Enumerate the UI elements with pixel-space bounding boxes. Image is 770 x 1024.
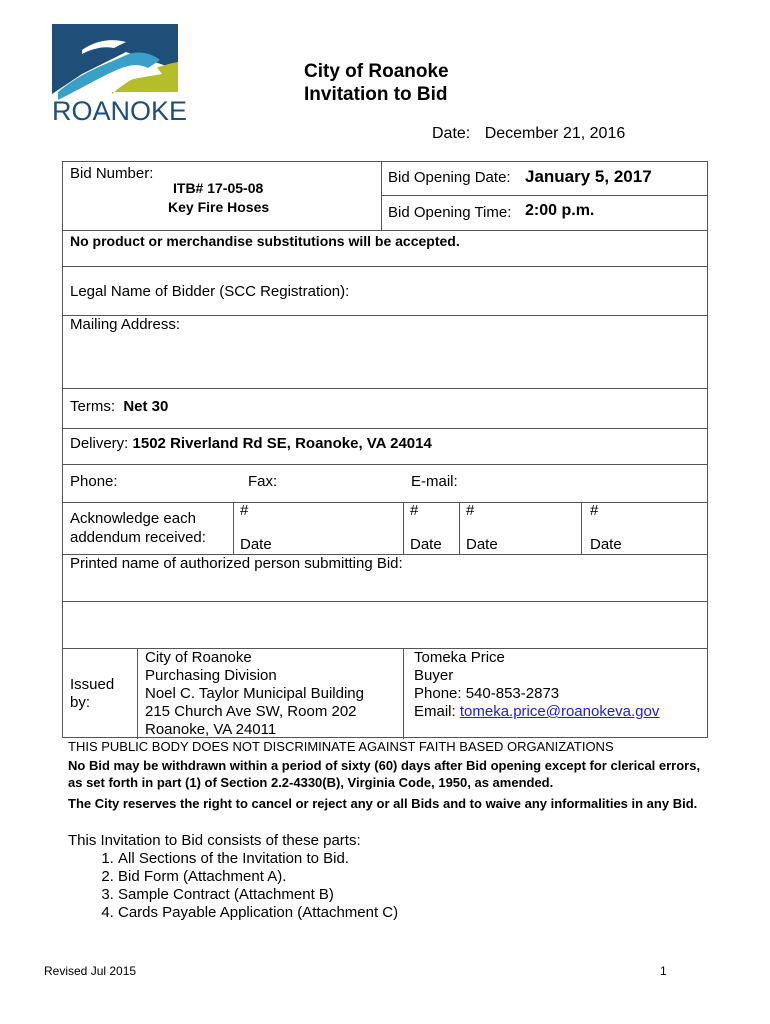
divider bbox=[381, 162, 382, 230]
issuer-line: Noel C. Taylor Municipal Building bbox=[145, 685, 364, 702]
date-value: December 21, 2016 bbox=[484, 125, 626, 142]
page-number: 1 bbox=[660, 964, 667, 978]
delivery-field bbox=[70, 435, 432, 452]
itb-title: Key Fire Hoses bbox=[168, 199, 270, 215]
list-item: 1. All Sections of the Invitation to Bid. bbox=[118, 850, 668, 868]
ack-line-2: addendum received: bbox=[70, 529, 206, 546]
list-item: 3. Sample Contract (Attachment B) bbox=[118, 886, 668, 904]
opening-time-label: Bid Opening Time: bbox=[388, 204, 512, 221]
buyer-phone: Phone: 540-853-2873 bbox=[414, 685, 560, 702]
divider bbox=[403, 648, 404, 739]
divider bbox=[63, 230, 707, 231]
divider bbox=[63, 464, 707, 465]
reserve-notice: The City reserves the right to cancel or reject any or all Bids and to waive any informalities in any Bid. bbox=[68, 796, 698, 811]
addendum-hash-2: # bbox=[410, 502, 419, 519]
divider bbox=[63, 388, 707, 389]
addendum-hash-4: # bbox=[590, 502, 599, 519]
ack-line-1: Acknowledge each bbox=[70, 510, 196, 527]
divider bbox=[137, 648, 138, 739]
logo-text: ROANOKE bbox=[52, 96, 188, 124]
issued-by-label bbox=[70, 676, 114, 712]
addendum-date-3: Date bbox=[466, 536, 498, 553]
buyer-email-link[interactable]: tomeka.price@roanokeva.gov bbox=[459, 703, 660, 720]
addendum-date-4: Date bbox=[590, 536, 622, 553]
parts-section bbox=[68, 832, 668, 922]
divider bbox=[63, 502, 707, 503]
issuer-line: Purchasing Division bbox=[145, 667, 277, 684]
terms-field bbox=[70, 398, 168, 415]
addendum-hash-3: # bbox=[466, 502, 475, 519]
title-line-1: City of Roanoke bbox=[304, 61, 449, 82]
issued-line-1: Issued bbox=[70, 676, 115, 693]
buyer-contact bbox=[414, 649, 659, 721]
divider bbox=[381, 195, 707, 196]
bid-number-label: Bid Number: bbox=[70, 165, 154, 182]
terms-value: Net 30 bbox=[123, 398, 169, 415]
divider bbox=[459, 502, 460, 554]
divider bbox=[63, 428, 707, 429]
addendum-hash-1: # bbox=[240, 502, 249, 519]
divider bbox=[403, 502, 404, 554]
opening-date-label: Bid Opening Date: bbox=[388, 169, 511, 186]
revised-date: Revised Jul 2015 bbox=[44, 964, 137, 978]
printed-name-label: Printed name of authorized person submitting Bid: bbox=[70, 555, 403, 572]
buyer-email-line bbox=[414, 703, 659, 721]
terms-label: Terms: bbox=[70, 398, 115, 415]
mailing-address-label: Mailing Address: bbox=[70, 316, 181, 333]
issuer-line: City of Roanoke bbox=[145, 649, 252, 666]
substitution-notice: No product or merchandise substitutions will be accepted. bbox=[70, 233, 460, 249]
phone-label: Phone: bbox=[70, 473, 118, 490]
withdraw-notice: No Bid may be withdrawn within a period of sixty (60) days after Bid opening except for clerical errors, as set forth in part (1) of Section 2.2-4330(B), Virginia Code, 1950, as amended. bbox=[68, 758, 701, 790]
buyer-email-label: Email: bbox=[414, 703, 456, 720]
issuer-line: 215 Church Ave SW, Room 202 bbox=[145, 703, 357, 720]
bid-form bbox=[62, 161, 708, 738]
title-line-2: Invitation to Bid bbox=[304, 84, 448, 105]
document-date bbox=[432, 125, 625, 143]
divider bbox=[581, 502, 582, 554]
roanoke-logo bbox=[52, 22, 194, 124]
list-item: 4. Cards Payable Application (Attachment C) bbox=[118, 904, 668, 922]
addendum-date-2: Date bbox=[410, 536, 442, 553]
opening-time-value: 2:00 p.m. bbox=[525, 202, 595, 219]
opening-date-value: January 5, 2017 bbox=[525, 167, 652, 186]
divider bbox=[63, 266, 707, 267]
divider bbox=[233, 502, 234, 554]
issuer-address bbox=[145, 649, 364, 739]
parts-intro: This Invitation to Bid consists of these parts: bbox=[68, 832, 361, 849]
list-item: 2. Bid Form (Attachment A). bbox=[118, 868, 668, 886]
addendum-date-1: Date bbox=[240, 536, 272, 553]
delivery-label: Delivery: bbox=[70, 435, 129, 452]
fax-label: Fax: bbox=[248, 473, 278, 490]
discrimination-notice: THIS PUBLIC BODY DOES NOT DISCRIMINATE AGAINST FAITH BASED ORGANIZATIONS bbox=[68, 739, 614, 754]
itb-number: ITB# 17-05-08 bbox=[173, 180, 264, 196]
legal-name-label: Legal Name of Bidder (SCC Registration): bbox=[70, 283, 350, 300]
buyer-name: Tomeka Price bbox=[414, 649, 505, 666]
delivery-value: 1502 Riverland Rd SE, Roanoke, VA 24014 bbox=[132, 435, 432, 452]
date-label: Date: bbox=[432, 125, 471, 142]
buyer-title: Buyer bbox=[414, 667, 454, 684]
email-label: E-mail: bbox=[411, 473, 458, 490]
issuer-line: Roanoke, VA 24011 bbox=[145, 721, 277, 738]
issued-line-2: by: bbox=[70, 694, 91, 711]
parts-list bbox=[68, 850, 668, 922]
divider bbox=[63, 601, 707, 602]
page-title bbox=[304, 60, 449, 106]
acknowledge-addendum-label bbox=[70, 509, 206, 547]
